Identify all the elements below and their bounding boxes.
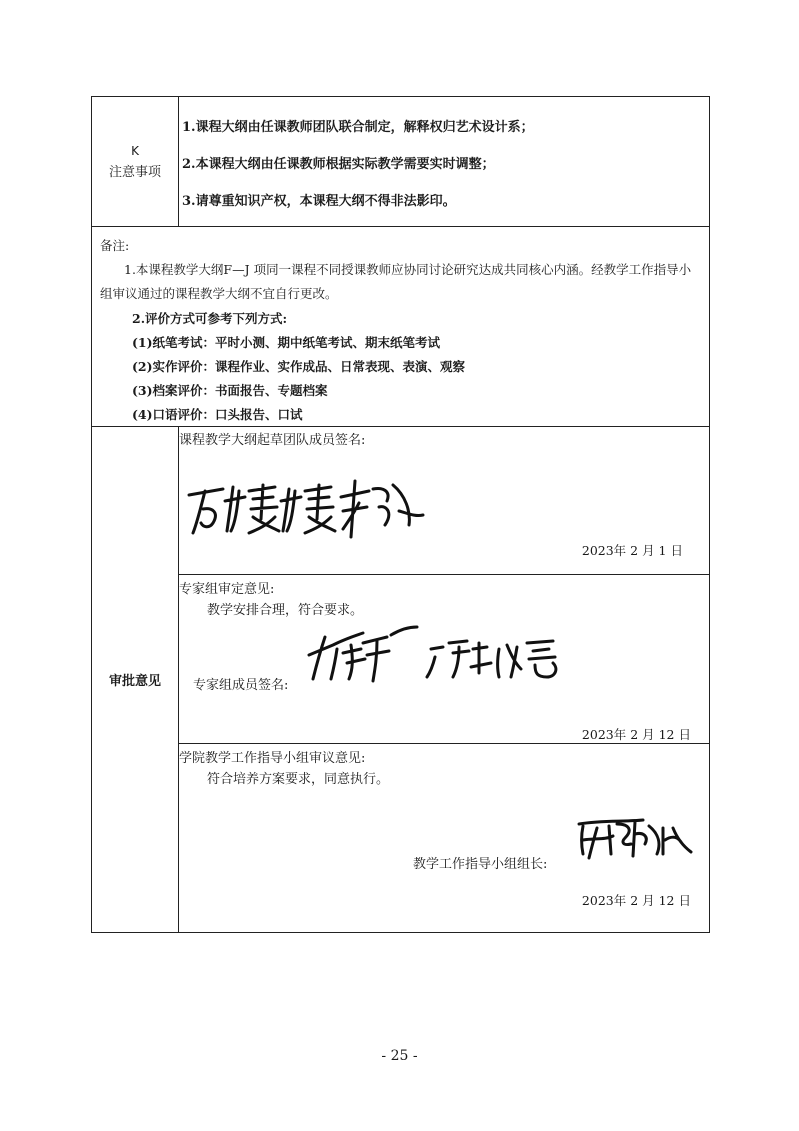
notes-label: 注意事项 xyxy=(108,164,161,180)
notes-item-2: 2.本课程大纲由任课教师根据实际教学需要实时调整； xyxy=(182,157,495,172)
page-number: - 25 - xyxy=(381,1048,418,1064)
review-content-cell xyxy=(179,427,710,933)
drafting-team-block xyxy=(179,427,709,574)
method-label: (3)档案评价： xyxy=(132,383,216,398)
expert-title: 专家组审定意见: xyxy=(179,582,275,597)
notes-content-cell xyxy=(179,97,710,227)
expert-opinion: 教学安排合理，符合要求。 xyxy=(207,603,364,618)
method-item xyxy=(100,354,701,378)
college-title: 学院教学工作指导小组审议意见: xyxy=(179,751,366,766)
remarks-row xyxy=(92,227,710,427)
remarks-paragraph-2: 2.评价方式可参考下列方式: xyxy=(132,311,288,326)
review-row xyxy=(92,427,710,933)
expert-group-block xyxy=(179,574,709,743)
method-item xyxy=(100,378,701,402)
expert-date: 2023年 2 月 12 日 xyxy=(581,727,691,742)
review-label-cell xyxy=(92,427,179,933)
notes-label-cell xyxy=(92,97,179,227)
drafting-title: 课程教学大纲起草团队成员签名: xyxy=(179,433,366,448)
method-label: (2)实作评价： xyxy=(132,359,216,374)
notes-list xyxy=(179,97,709,226)
method-text: 课程作业、实作成品、日常表现、表演、观察 xyxy=(215,359,466,374)
method-text: 平时小测、期中纸笔考试、期末纸笔考试 xyxy=(215,335,441,350)
college-date: 2023年 2 月 12 日 xyxy=(581,893,691,908)
method-text: 书面报告、专题档案 xyxy=(215,383,328,398)
college-leader-signature xyxy=(573,814,703,864)
notes-item-1: 1.课程大纲由任课教师团队联合制定，解释权归艺术设计系； xyxy=(182,120,534,135)
college-opinion: 符合培养方案要求，同意执行。 xyxy=(207,772,390,787)
review-label: 审批意见 xyxy=(108,674,161,689)
method-item xyxy=(100,330,701,354)
expert-signatures xyxy=(303,619,583,689)
method-item xyxy=(100,402,701,426)
drafting-signatures xyxy=(183,467,433,547)
expert-signer-label: 专家组成员签名: xyxy=(193,678,289,693)
notes-label-k: K xyxy=(131,143,139,158)
notes-item-3: 3.请尊重知识产权，本课程大纲不得非法影印。 xyxy=(182,194,456,209)
method-label: (4)口语评价： xyxy=(132,407,216,422)
remarks-cell xyxy=(92,227,710,427)
method-label: (1)纸笔考试： xyxy=(132,335,216,350)
notes-row xyxy=(92,97,710,227)
drafting-date: 2023年 2 月 1 日 xyxy=(581,543,683,558)
college-group-block xyxy=(179,743,709,932)
remarks-paragraph-1: 1.本课程教学大纲F—J 项同一课程不同授课教师应协同讨论研究达成共同核心内涵。经教学工作指导小组审议通过的课程教学大纲不宜自行更改。 xyxy=(100,262,692,301)
syllabus-form-table xyxy=(91,96,710,933)
method-text: 口头报告、口试 xyxy=(215,407,303,422)
college-signer-label: 教学工作指导小组组长: xyxy=(413,857,548,872)
remarks-title: 备注: xyxy=(100,238,130,253)
